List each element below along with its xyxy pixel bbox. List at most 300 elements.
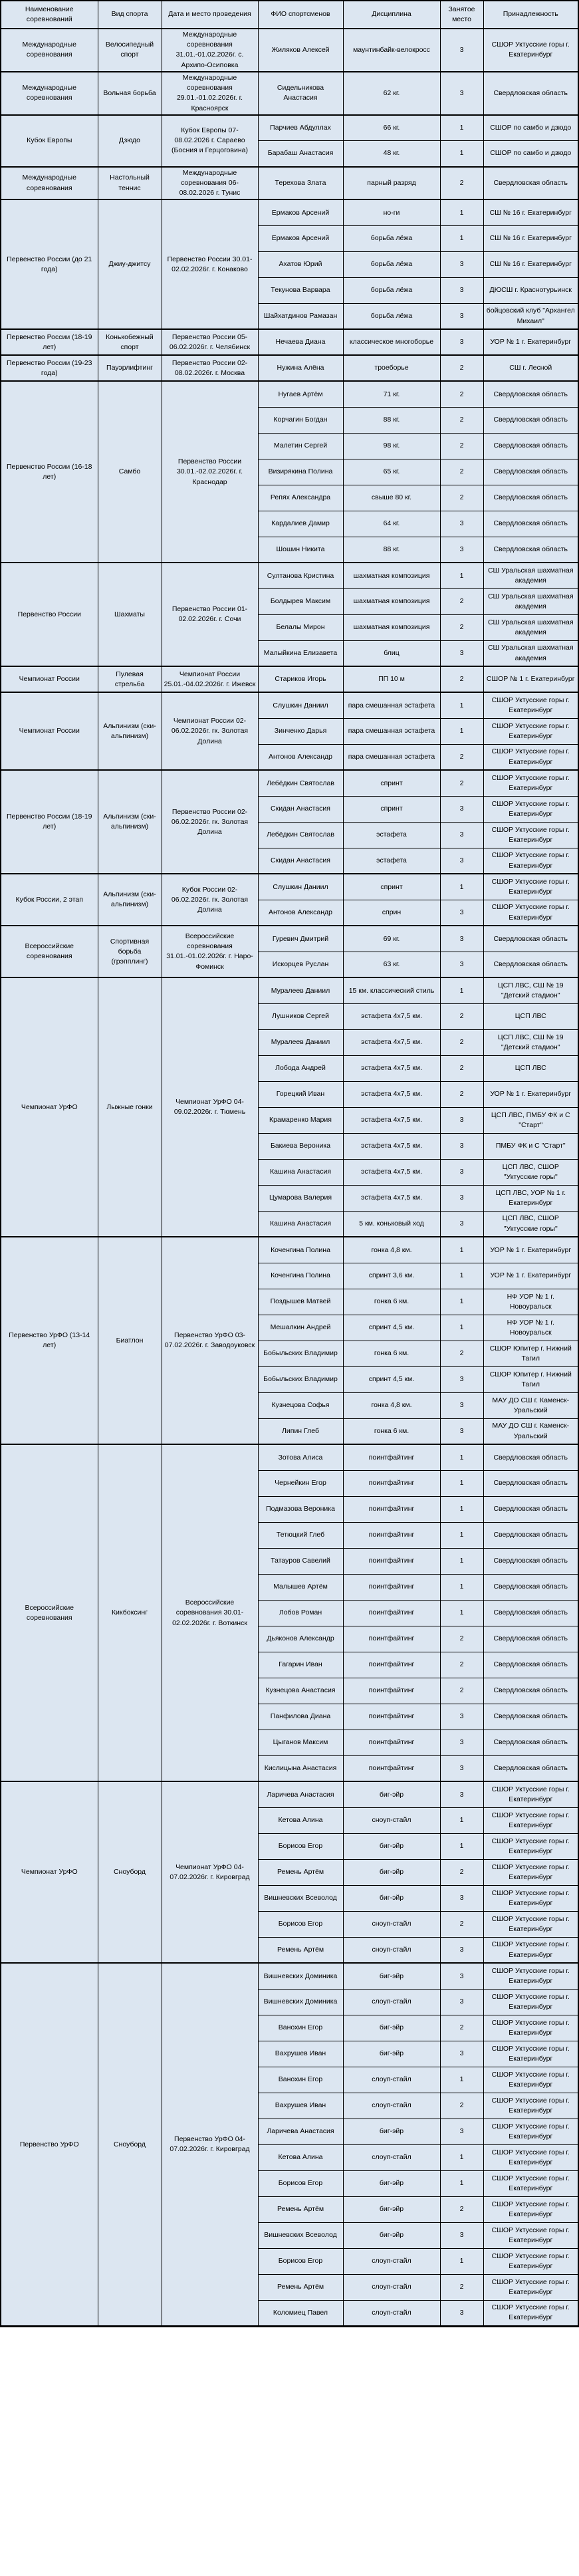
athlete-cell: Барабаш Анастасия	[258, 141, 343, 167]
discipline-cell: поинтфайтинг	[343, 1626, 440, 1652]
athlete-cell: Кетова Алина	[258, 1807, 343, 1833]
sport-cell: Альпинизм (ски-альпинизм)	[98, 874, 162, 926]
table-row	[1, 72, 578, 115]
affiliation-cell: НФ УОР № 1 г. Новоуральск	[483, 1315, 578, 1341]
place-cell: 1	[440, 692, 483, 718]
athlete-cell: Лобов Роман	[258, 1600, 343, 1626]
athlete-cell: Ермаков Арсений	[258, 199, 343, 225]
place-cell: 3	[440, 926, 483, 952]
discipline-cell: биг-эйр	[343, 2015, 440, 2041]
place-cell: 2	[440, 1029, 483, 1055]
affiliation-cell: СШ Уральская шахматная академия	[483, 614, 578, 640]
place-cell: 3	[440, 900, 483, 926]
discipline-cell: биг-эйр	[343, 2170, 440, 2196]
sport-cell: Биатлон	[98, 1237, 162, 1444]
affiliation-cell: СШ № 16 г. Екатеринбург	[483, 225, 578, 251]
place-cell: 1	[440, 225, 483, 251]
discipline-cell: сноуп-стайл	[343, 1911, 440, 1937]
athlete-cell: Вахрушев Иван	[258, 2041, 343, 2067]
athlete-cell: Чернейкин Егор	[258, 1470, 343, 1496]
affiliation-cell: СШОР Юпитер г. Нижний Тагил	[483, 1366, 578, 1392]
athlete-cell: Коченгина Полина	[258, 1237, 343, 1263]
discipline-cell: биг-эйр	[343, 2041, 440, 2067]
discipline-cell: эстафета 4х7,5 км.	[343, 1159, 440, 1185]
sport-cell: Альпинизм (ски-альпинизм)	[98, 692, 162, 770]
discipline-cell: классическое многоборье	[343, 329, 440, 355]
discipline-cell: слоуп-стайл	[343, 2093, 440, 2119]
athlete-cell: Цыганов Максим	[258, 1730, 343, 1755]
discipline-cell: слоуп-стайл	[343, 2067, 440, 2093]
affiliation-cell: ЦСП ЛВС, СШ № 19 "Детский стадион"	[483, 1029, 578, 1055]
athlete-cell: Лобода Андрей	[258, 1055, 343, 1081]
athlete-cell: Панфилова Диана	[258, 1704, 343, 1730]
athlete-cell: Болдырев Максим	[258, 588, 343, 614]
affiliation-cell: бойцовский клуб "Архангел Михаил"	[483, 303, 578, 329]
affiliation-cell: СШОР Уктусские горы г. Екатеринбург	[483, 1937, 578, 1963]
date-place-cell: Первенство России 01-02.02.2026г. г. Сочи	[162, 563, 258, 666]
place-cell: 1	[440, 718, 483, 744]
place-cell: 2	[440, 744, 483, 770]
affiliation-cell: Свердловская область	[483, 1704, 578, 1730]
competition-cell: Кубок России, 2 этап	[1, 874, 98, 926]
place-cell: 1	[440, 874, 483, 900]
discipline-cell: спринт 4,5 км.	[343, 1315, 440, 1341]
affiliation-cell: Свердловская область	[483, 1755, 578, 1781]
affiliation-cell: Свердловская область	[483, 1626, 578, 1652]
discipline-cell: пара смешанная эстафета	[343, 718, 440, 744]
discipline-cell: 48 кг.	[343, 141, 440, 167]
athlete-cell: Слушкин Даниил	[258, 874, 343, 900]
place-cell: 3	[440, 1755, 483, 1781]
athlete-cell: Визирякина Полина	[258, 459, 343, 485]
sport-cell: Лыжные гонки	[98, 977, 162, 1237]
discipline-cell: поинтфайтинг	[343, 1600, 440, 1626]
affiliation-cell: СШОР Юпитер г. Нижний Тагил	[483, 1341, 578, 1366]
affiliation-cell: СШОР Уктусские горы г. Екатеринбург	[483, 822, 578, 848]
discipline-cell: 66 кг.	[343, 115, 440, 141]
place-cell: 3	[440, 72, 483, 115]
athlete-cell: Ремень Артём	[258, 2196, 343, 2222]
athlete-cell: Стариков Игорь	[258, 666, 343, 692]
sport-cell: Велосипедный спорт	[98, 29, 162, 72]
athlete-cell: Парчиев Абдуллах	[258, 115, 343, 141]
affiliation-cell: СШ Уральская шахматная академия	[483, 588, 578, 614]
athlete-cell: Ванохин Егор	[258, 2015, 343, 2041]
discipline-cell: гонка 4,8 км.	[343, 1237, 440, 1263]
affiliation-cell: СШОР Уктусские горы г. Екатеринбург	[483, 848, 578, 874]
place-cell: 3	[440, 1885, 483, 1911]
athlete-cell: Султанова Кристина	[258, 563, 343, 588]
affiliation-cell: СШОР Уктусские горы г. Екатеринбург	[483, 2015, 578, 2041]
competition-cell: Кубок Европы	[1, 115, 98, 167]
place-cell: 2	[440, 770, 483, 796]
athlete-cell: Татауров Савелий	[258, 1548, 343, 1574]
place-cell: 1	[440, 141, 483, 167]
place-cell: 1	[440, 563, 483, 588]
athlete-cell: Антонов Александр	[258, 900, 343, 926]
sport-cell: Самбо	[98, 381, 162, 563]
date-place-cell: Кубок Европы 07-08.02.2026 г. Сараево (Босния и Герцоговина)	[162, 115, 258, 167]
athlete-cell: Нечаева Диана	[258, 329, 343, 355]
discipline-cell: эстафета 4х7,5 км.	[343, 1107, 440, 1133]
place-cell: 3	[440, 1392, 483, 1418]
affiliation-cell: Свердловская область	[483, 1600, 578, 1626]
place-cell: 3	[440, 251, 483, 277]
place-cell: 2	[440, 381, 483, 407]
affiliation-cell: СШОР Уктусские горы г. Екатеринбург	[483, 1807, 578, 1833]
affiliation-cell: СШОР Уктусские горы г. Екатеринбург	[483, 2170, 578, 2196]
affiliation-cell: СШОР Уктусские горы г. Екатеринбург	[483, 2196, 578, 2222]
athlete-cell: Борисов Егор	[258, 1911, 343, 1937]
affiliation-cell: ЦСП ЛВС, СШОР "Уктусские горы"	[483, 1211, 578, 1237]
date-place-cell: Международные соревнования 29.01.-01.02.2026г. г. Красноярск	[162, 72, 258, 115]
discipline-cell: гонка 6 км.	[343, 1341, 440, 1366]
discipline-cell: сприн	[343, 900, 440, 926]
affiliation-cell: Свердловская область	[483, 1522, 578, 1548]
discipline-cell: биг-эйр	[343, 1885, 440, 1911]
table-row	[1, 563, 578, 588]
column-header-0: Наименование соревнований	[1, 1, 98, 29]
place-cell: 3	[440, 1781, 483, 1807]
place-cell: 3	[440, 1211, 483, 1237]
discipline-cell: поинтфайтинг	[343, 1678, 440, 1704]
column-header-5: Занятое место	[440, 1, 483, 29]
place-cell: 3	[440, 329, 483, 355]
athlete-cell: Бакиева Вероника	[258, 1133, 343, 1159]
athlete-cell: Нужина Алёна	[258, 355, 343, 381]
place-cell: 2	[440, 1055, 483, 1081]
discipline-cell: поинтфайтинг	[343, 1496, 440, 1522]
discipline-cell: 88 кг.	[343, 407, 440, 433]
discipline-cell: поинтфайтинг	[343, 1470, 440, 1496]
discipline-cell: 65 кг.	[343, 459, 440, 485]
affiliation-cell: СШОР Уктусские горы г. Екатеринбург	[483, 1989, 578, 2015]
discipline-cell: но-ги	[343, 199, 440, 225]
discipline-cell: эстафета	[343, 822, 440, 848]
date-place-cell: Чемпионат России 25.01.-04.02.2026г. г. Ижевск	[162, 666, 258, 692]
affiliation-cell: Свердловская область	[483, 537, 578, 563]
affiliation-cell: СШОР Уктусские горы г. Екатеринбург	[483, 1885, 578, 1911]
discipline-cell: биг-эйр	[343, 2196, 440, 2222]
competition-cell: Первенство УрФО	[1, 1963, 98, 2326]
date-place-cell: Международные соревнования 06-08.02.2026 г. Тунис	[162, 167, 258, 200]
table-row	[1, 926, 578, 952]
place-cell: 3	[440, 1963, 483, 1989]
table-row	[1, 666, 578, 692]
athlete-cell: Искорцев Руслан	[258, 952, 343, 977]
affiliation-cell: СШОР Уктусские горы г. Екатеринбург	[483, 2119, 578, 2144]
discipline-cell: сноуп-стайл	[343, 1937, 440, 1963]
date-place-cell: Первенство УрФО 04-07.02.2026г. г. Кировград	[162, 1963, 258, 2326]
affiliation-cell: СШ г. Лесной	[483, 355, 578, 381]
athlete-cell: Малышев Артём	[258, 1574, 343, 1600]
table-row	[1, 1781, 578, 1807]
competition-cell: Первенство России (18-19 лет)	[1, 770, 98, 874]
table-row	[1, 29, 578, 72]
athlete-cell: Зинченко Дарья	[258, 718, 343, 744]
sport-cell: Сноуборд	[98, 1781, 162, 1963]
place-cell: 2	[440, 588, 483, 614]
affiliation-cell: Свердловская область	[483, 1574, 578, 1600]
discipline-cell: парный разряд	[343, 167, 440, 200]
date-place-cell: Кубок России 02-06.02.2026г. гк. Золотая Долина	[162, 874, 258, 926]
affiliation-cell: СШОР Уктусские горы г. Екатеринбург	[483, 1963, 578, 1989]
discipline-cell: эстафета 4х7,5 км.	[343, 1133, 440, 1159]
place-cell: 3	[440, 952, 483, 977]
sport-cell: Джиу-джитсу	[98, 199, 162, 329]
athlete-cell: Ермаков Арсений	[258, 225, 343, 251]
competition-cell: Первенство России (19-23 года)	[1, 355, 98, 381]
column-header-3: ФИО спортсменов	[258, 1, 343, 29]
place-cell: 1	[440, 199, 483, 225]
place-cell: 3	[440, 303, 483, 329]
athlete-cell: Сидельникова Анастасия	[258, 72, 343, 115]
discipline-cell: спринт 3,6 км.	[343, 1263, 440, 1289]
place-cell: 2	[440, 1859, 483, 1885]
place-cell: 3	[440, 1366, 483, 1392]
affiliation-cell: СШОР № 1 г. Екатеринбург	[483, 666, 578, 692]
athlete-cell: Подмазова Вероника	[258, 1496, 343, 1522]
competition-cell: Чемпионат России	[1, 692, 98, 770]
athlete-cell: Борисов Егор	[258, 2248, 343, 2274]
discipline-cell: поинтфайтинг	[343, 1704, 440, 1730]
sport-cell: Сноуборд	[98, 1963, 162, 2326]
discipline-cell: борьба лёжа	[343, 225, 440, 251]
sport-cell: Пулевая стрельба	[98, 666, 162, 692]
discipline-cell: эстафета 4х7,5 км.	[343, 1055, 440, 1081]
table-row	[1, 770, 578, 796]
discipline-cell: 62 кг.	[343, 72, 440, 115]
competition-cell: Чемпионат России	[1, 666, 98, 692]
athlete-cell: Поздышев Матвей	[258, 1289, 343, 1315]
competition-cell: Первенство России (16-18 лет)	[1, 381, 98, 563]
affiliation-cell: ЦСП ЛВС, СШ № 19 "Детский стадион"	[483, 977, 578, 1003]
place-cell: 3	[440, 1730, 483, 1755]
table-row	[1, 199, 578, 225]
athlete-cell: Нугаев Артём	[258, 381, 343, 407]
table-row	[1, 1444, 578, 1470]
athlete-cell: Ахатов Юрий	[258, 251, 343, 277]
affiliation-cell: СШОР Уктусские горы г. Екатеринбург	[483, 1911, 578, 1937]
athlete-cell: Слушкин Даниил	[258, 692, 343, 718]
place-cell: 3	[440, 1159, 483, 1185]
affiliation-cell: СШОР Уктусские горы г. Екатеринбург	[483, 29, 578, 72]
discipline-cell: пара смешанная эстафета	[343, 692, 440, 718]
affiliation-cell: УОР № 1 г. Екатеринбург	[483, 1237, 578, 1263]
athlete-cell: Липин Глеб	[258, 1418, 343, 1444]
affiliation-cell: УОР № 1 г. Екатеринбург	[483, 329, 578, 355]
place-cell: 1	[440, 1496, 483, 1522]
affiliation-cell: СШОР Уктусские горы г. Екатеринбург	[483, 2067, 578, 2093]
affiliation-cell: Свердловская область	[483, 952, 578, 977]
place-cell: 1	[440, 2170, 483, 2196]
discipline-cell: биг-эйр	[343, 1859, 440, 1885]
place-cell: 2	[440, 2093, 483, 2119]
table-row	[1, 355, 578, 381]
affiliation-cell: СШОР Уктусские горы г. Екатеринбург	[483, 2041, 578, 2067]
discipline-cell: 88 кг.	[343, 537, 440, 563]
table-row	[1, 977, 578, 1003]
place-cell: 1	[440, 1833, 483, 1859]
affiliation-cell: Свердловская область	[483, 459, 578, 485]
place-cell: 2	[440, 1341, 483, 1366]
place-cell: 3	[440, 796, 483, 822]
date-place-cell: Всероссийские соревнования 31.01.-01.02.2026г. г. Наро-Фоминск	[162, 926, 258, 977]
affiliation-cell: СШОР Уктусские горы г. Екатеринбург	[483, 1859, 578, 1885]
athlete-cell: Бобыльских Владимир	[258, 1341, 343, 1366]
place-cell: 2	[440, 167, 483, 200]
competition-cell: Международные соревнования	[1, 29, 98, 72]
athlete-cell: Терехова Злата	[258, 167, 343, 200]
discipline-cell: 64 кг.	[343, 511, 440, 537]
sport-cell: Конькобежный спорт	[98, 329, 162, 355]
place-cell: 1	[440, 1315, 483, 1341]
affiliation-cell: СШОР Уктусские горы г. Екатеринбург	[483, 2300, 578, 2326]
place-cell: 2	[440, 1678, 483, 1704]
place-cell: 1	[440, 2248, 483, 2274]
athlete-cell: Малыйкина Елизавета	[258, 640, 343, 666]
athlete-cell: Вишневских Всеволод	[258, 2222, 343, 2248]
place-cell: 2	[440, 355, 483, 381]
sport-cell: Настольный теннис	[98, 167, 162, 200]
discipline-cell: гонка 4,8 км.	[343, 1392, 440, 1418]
sport-cell: Шахматы	[98, 563, 162, 666]
place-cell: 1	[440, 977, 483, 1003]
sport-cell: Дзюдо	[98, 115, 162, 167]
athlete-cell: Скидан Анастасия	[258, 848, 343, 874]
discipline-cell: поинтфайтинг	[343, 1652, 440, 1678]
discipline-cell: эстафета 4х7,5 км.	[343, 1003, 440, 1029]
place-cell: 1	[440, 1548, 483, 1574]
place-cell: 1	[440, 1263, 483, 1289]
athlete-cell: Коченгина Полина	[258, 1263, 343, 1289]
date-place-cell: Чемпионат России 02-06.02.2026г. гк. Золотая Долина	[162, 692, 258, 770]
table-row	[1, 874, 578, 900]
affiliation-cell: СШ № 16 г. Екатеринбург	[483, 251, 578, 277]
discipline-cell: спринт 4,5 км.	[343, 1366, 440, 1392]
athlete-cell: Кислицына Анастасия	[258, 1755, 343, 1781]
place-cell: 3	[440, 640, 483, 666]
discipline-cell: блиц	[343, 640, 440, 666]
discipline-cell: борьба лёжа	[343, 303, 440, 329]
competition-cell: Первенство России	[1, 563, 98, 666]
table-row	[1, 115, 578, 141]
place-cell: 2	[440, 1911, 483, 1937]
place-cell: 3	[440, 1185, 483, 1211]
table-row	[1, 381, 578, 407]
affiliation-cell: СШОР Уктусские горы г. Екатеринбург	[483, 900, 578, 926]
affiliation-cell: СШ № 16 г. Екатеринбург	[483, 199, 578, 225]
place-cell: 2	[440, 2015, 483, 2041]
athlete-cell: Гагарин Иван	[258, 1652, 343, 1678]
affiliation-cell: СШОР по самбо и дзюдо	[483, 115, 578, 141]
athlete-cell: Зотова Алиса	[258, 1444, 343, 1470]
discipline-cell: шахматная композиция	[343, 588, 440, 614]
place-cell: 3	[440, 1107, 483, 1133]
column-header-4: Дисциплина	[343, 1, 440, 29]
affiliation-cell: Свердловская область	[483, 1470, 578, 1496]
affiliation-cell: НФ УОР № 1 г. Новоуральск	[483, 1289, 578, 1315]
place-cell: 3	[440, 537, 483, 563]
affiliation-cell: СШ Уральская шахматная академия	[483, 640, 578, 666]
affiliation-cell: ЦСП ЛВС, СШОР "Уктусские горы"	[483, 1159, 578, 1185]
discipline-cell: сноуп-стайл	[343, 1807, 440, 1833]
athlete-cell: Бобыльских Владимир	[258, 1366, 343, 1392]
athlete-cell: Кардалиев Дамир	[258, 511, 343, 537]
discipline-cell: поинтфайтинг	[343, 1574, 440, 1600]
table-row	[1, 329, 578, 355]
place-cell: 1	[440, 1574, 483, 1600]
place-cell: 2	[440, 1081, 483, 1107]
discipline-cell: 5 км. коньковый ход	[343, 1211, 440, 1237]
athlete-cell: Ванохин Егор	[258, 2067, 343, 2093]
affiliation-cell: Свердловская область	[483, 167, 578, 200]
discipline-cell: ПП 10 м	[343, 666, 440, 692]
place-cell: 1	[440, 1522, 483, 1548]
athlete-cell: Репях Александра	[258, 485, 343, 511]
place-cell: 3	[440, 511, 483, 537]
affiliation-cell: СШОР Уктусские горы г. Екатеринбург	[483, 1781, 578, 1807]
place-cell: 2	[440, 1652, 483, 1678]
date-place-cell: Первенство России 02-08.02.2026г. г. Москва	[162, 355, 258, 381]
discipline-cell: 71 кг.	[343, 381, 440, 407]
table-row	[1, 692, 578, 718]
discipline-cell: биг-эйр	[343, 1963, 440, 1989]
discipline-cell: борьба лёжа	[343, 251, 440, 277]
discipline-cell: спринт	[343, 874, 440, 900]
affiliation-cell: Свердловская область	[483, 1496, 578, 1522]
affiliation-cell: Свердловская область	[483, 485, 578, 511]
discipline-cell: эстафета 4х7,5 км.	[343, 1029, 440, 1055]
affiliation-cell: Свердловская область	[483, 407, 578, 433]
affiliation-cell: Свердловская область	[483, 926, 578, 952]
discipline-cell: биг-эйр	[343, 2119, 440, 2144]
place-cell: 1	[440, 1237, 483, 1263]
place-cell: 1	[440, 115, 483, 141]
discipline-cell: поинтфайтинг	[343, 1444, 440, 1470]
place-cell: 2	[440, 666, 483, 692]
affiliation-cell: Свердловская область	[483, 1444, 578, 1470]
athlete-cell: Ремень Артём	[258, 1859, 343, 1885]
column-header-1: Вид спорта	[98, 1, 162, 29]
athlete-cell: Ремень Артём	[258, 1937, 343, 1963]
place-cell: 1	[440, 1444, 483, 1470]
affiliation-cell: ДЮСШ г. Краснотурьинск	[483, 277, 578, 303]
discipline-cell: 69 кг.	[343, 926, 440, 952]
athlete-cell: Тетюцкий Глеб	[258, 1522, 343, 1548]
discipline-cell: поинтфайтинг	[343, 1548, 440, 1574]
athlete-cell: Жиляков Алексей	[258, 29, 343, 72]
sport-cell: Спортивная борьба (грэпплинг)	[98, 926, 162, 977]
place-cell: 2	[440, 2274, 483, 2300]
discipline-cell: поинтфайтинг	[343, 1730, 440, 1755]
discipline-cell: шахматная композиция	[343, 614, 440, 640]
affiliation-cell: ЦСП ЛВС, ПМБУ ФК и С "Старт"	[483, 1107, 578, 1133]
affiliation-cell: Свердловская область	[483, 1730, 578, 1755]
affiliation-cell: СШОР Уктусские горы г. Екатеринбург	[483, 770, 578, 796]
affiliation-cell: СШОР Уктусские горы г. Екатеринбург	[483, 718, 578, 744]
athlete-cell: Крамаренко Мария	[258, 1107, 343, 1133]
athlete-cell: Шайхатдинов Рамазан	[258, 303, 343, 329]
athlete-cell: Шошин Никита	[258, 537, 343, 563]
athlete-cell: Вишневских Всеволод	[258, 1885, 343, 1911]
discipline-cell: слоуп-стайл	[343, 1989, 440, 2015]
athlete-cell: Лебёдкин Святослав	[258, 770, 343, 796]
date-place-cell: Всероссийские соревнования 30.01-02.02.2026г. г. Воткинск	[162, 1444, 258, 1781]
athlete-cell: Кетова Алина	[258, 2144, 343, 2170]
discipline-cell: 98 кг.	[343, 433, 440, 459]
competition-cell: Первенство УрФО (13-14 лет)	[1, 1237, 98, 1444]
